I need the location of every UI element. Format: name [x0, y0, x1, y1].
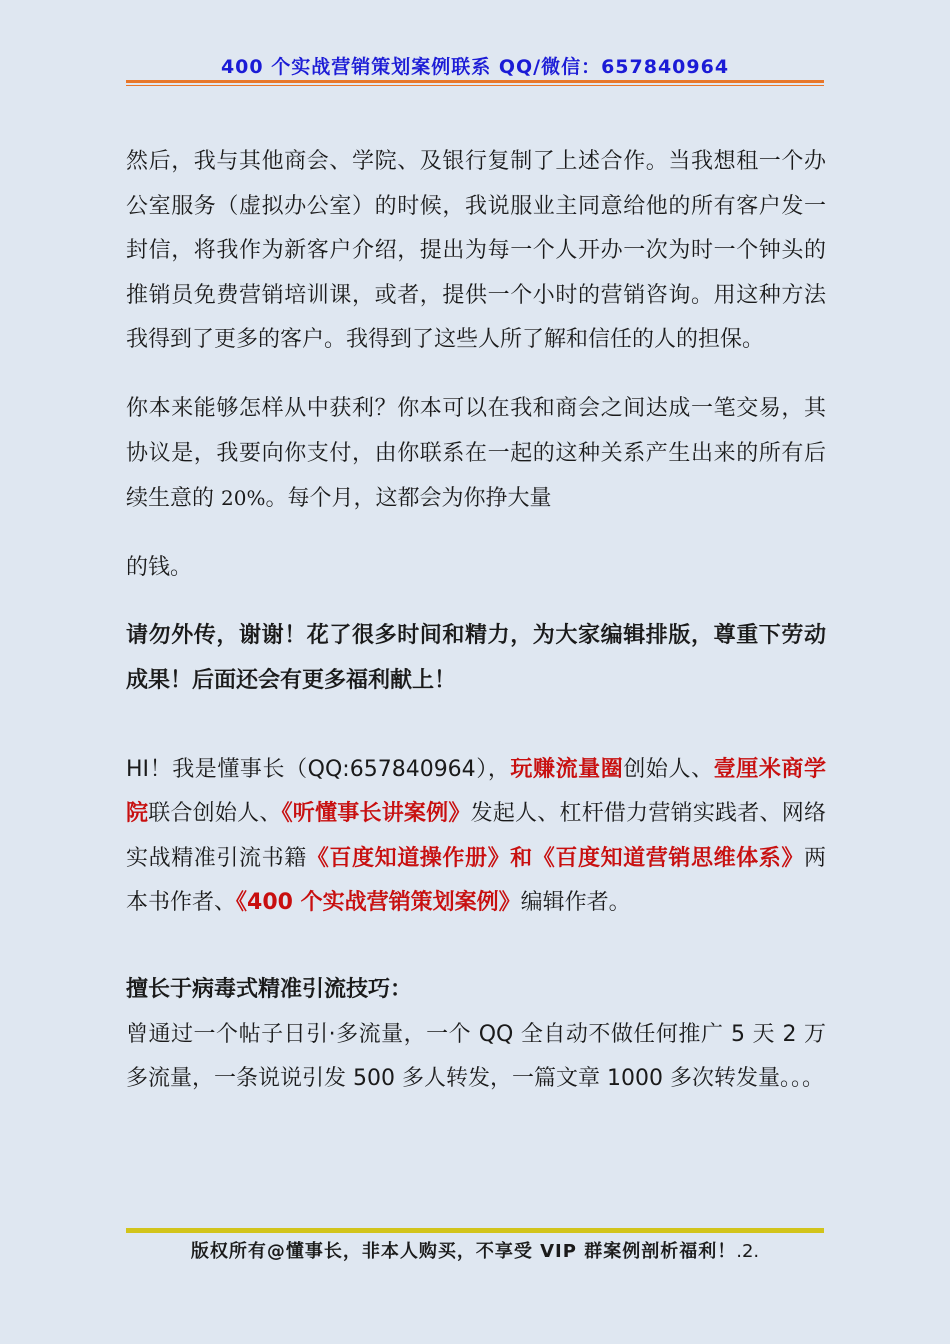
footer-copyright-text: 版权所有@懂事长，非本人购买，不享受 VIP 群案例剖析福利！ — [190, 1241, 737, 1262]
header-title: 400 个实战营销策划案例联系 QQ/微信：657840964 — [220, 56, 730, 78]
skills-paragraph: 曾通过一个帖子日引·多流量，一个 QQ 全自动不做任何推广 5 天 2 万多流量，一条说说引发 500 多人转发，一篇文章 1000 多次转发量。。。 — [126, 1021, 826, 1092]
paragraph-1: 然后，我与其他商会、学院、及银行复制了上述合作。当我想租一个办公室服务（虚拟办公室）的时候，我说服业主同意给他的所有客户发一封信，将我作为新客户介绍，提出为每一个人开办一次为时一个钟头的推销员免费营销培训课，或者，提供一个小时的营销咨询。用这种方法我得到了更多的客户。我得到了这些人所了解和信任的人的担保。 — [126, 149, 826, 353]
paragraph-2 — [126, 387, 826, 522]
footer-copyright — [126, 1240, 824, 1264]
highlight-case-book-title: 《400 个实战营销策划案例》 — [236, 890, 521, 916]
paragraph-2-text-b: 。每个月，这都会为你挣大量 — [265, 486, 552, 512]
skills-heading: 擅长于病毒式精准引流技巧： — [126, 976, 413, 1002]
paragraph-3: 的钱。 — [126, 554, 193, 580]
footer-rule — [126, 1228, 824, 1233]
intro-text-2: 创始人、 — [623, 756, 714, 782]
header-rule-thin — [126, 85, 824, 86]
author-intro-paragraph — [126, 748, 826, 926]
intro-text-4: 发起人、杠杆借力营销实践者、网络实战精准引流书籍 — [126, 801, 826, 871]
highlight-school-name: 壹厘米商学院 — [126, 756, 826, 827]
percentage-value: 20% — [221, 486, 266, 511]
page-number: .2. — [736, 1241, 760, 1262]
intro-text-3: 联合创始人、 — [148, 801, 282, 827]
highlight-series-name: 《听懂事长讲案例》 — [281, 801, 471, 827]
highlight-circle-name: 玩赚流量圈 — [510, 756, 624, 782]
paragraph-2-text-a: 你本来能够怎样从中获利？你本可以在我和商会之间达成一笔交易，其协议是，我要向你支付，由你联系在一起的这种关系产生出来的所有后续生意的 — [126, 395, 826, 512]
notice-paragraph: 请勿外传，谢谢！花了很多时间和精力，为大家编辑排版，尊重下劳动成果！后面还会有更多福利献上！ — [126, 623, 826, 693]
intro-text-1: HI！我是懂事长（QQ:657840964）， — [126, 756, 511, 782]
intro-text-6: 编辑作者。 — [520, 890, 631, 916]
highlight-book-titles: 《百度知道操作册》和《百度知道营销思维体系》 — [306, 845, 804, 871]
header-rule — [126, 80, 824, 83]
intro-text-5: 两本书作者、 — [126, 845, 826, 916]
page-body — [126, 140, 826, 1102]
